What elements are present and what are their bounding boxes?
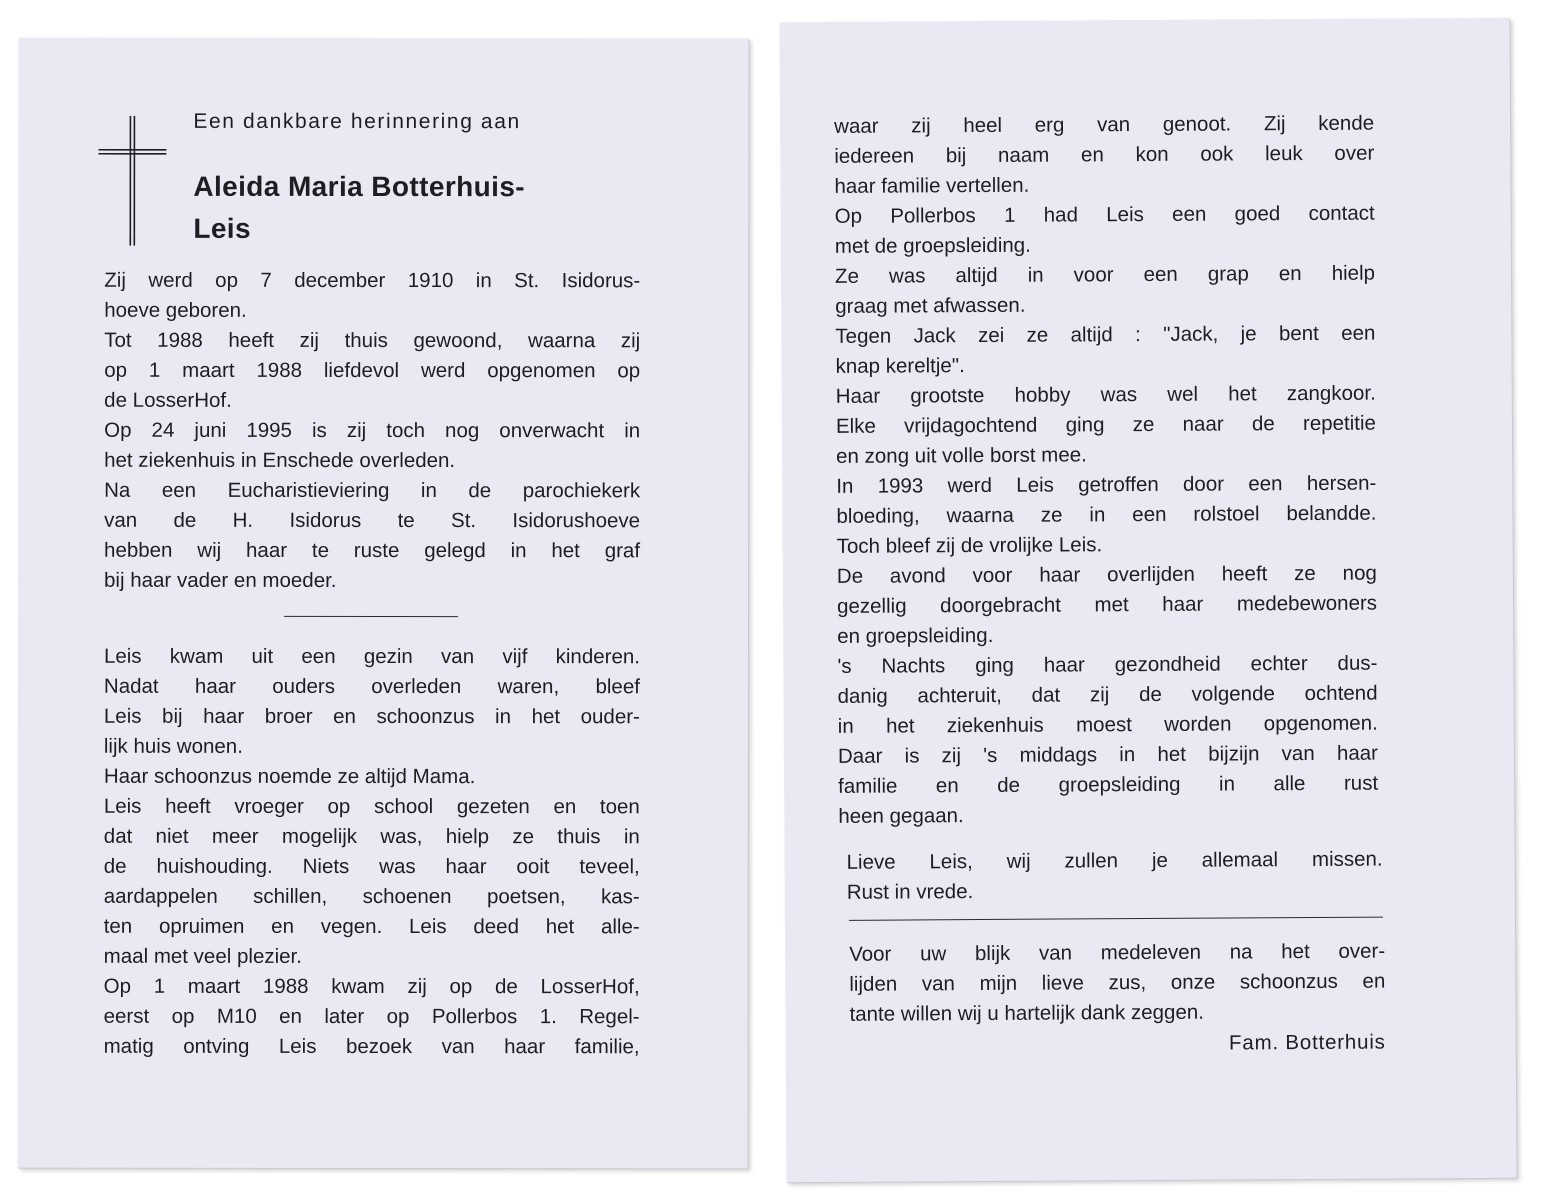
- text-line: knap kereltje".: [835, 354, 965, 378]
- text-line: lijk huis wonen.: [103, 734, 243, 758]
- text-line: familie en de groepsleiding in alle rust: [838, 771, 1379, 798]
- text-line: Toch bleef zij de vrolijke Leis.: [836, 533, 1103, 558]
- text-line: op 1 maart 1988 liefdevol werd opgenomen op: [104, 358, 641, 383]
- text-line: waar zij heel erg van genoot. Zij kende: [834, 111, 1375, 138]
- text-line: eerst op M10 en later op Pollerbos 1. Regel-: [103, 1004, 640, 1029]
- text-line: Na een Eucharistieviering in de parochiekerk: [104, 478, 641, 503]
- text-line: in het ziekenhuis moest worden opgenomen.: [837, 711, 1378, 738]
- text-line: de huishouding. Niets was haar ooit teveel,: [103, 854, 640, 879]
- biography-paragraph-2: [104, 642, 640, 1062]
- text-line: Lieve Leis, wij zullen je allemaal missen.: [846, 847, 1383, 874]
- text-line: Ze was altijd in voor een grap en hielp: [834, 261, 1376, 288]
- deceased-name-line-1: Aleida Maria Botterhuis-: [193, 170, 526, 203]
- text-line: haar familie vertellen.: [834, 173, 1030, 198]
- text-line: en zong uit volle borst mee.: [836, 443, 1087, 468]
- text-line: maal met veel plezier.: [103, 944, 302, 968]
- text-line: Op Pollerbos 1 had Leis een goed contact: [834, 201, 1375, 228]
- section-divider: [284, 616, 458, 617]
- text-line: danig achteruit, dat zij de volgende ochtend: [837, 681, 1378, 708]
- latin-cross-icon: [98, 116, 168, 246]
- biography-paragraph-3: [834, 109, 1378, 832]
- text-line: bloeding, waarna ze in een rolstoel belandde.: [836, 501, 1377, 528]
- text-line: Op 24 juni 1995 is zij toch nog onverwacht in: [104, 418, 641, 443]
- text-line: Haar grootste hobby was wel het zangkoor.: [835, 381, 1376, 408]
- family-signature: Fam. Botterhuis: [1228, 1030, 1386, 1055]
- text-line: van de H. Isidorus te St. Isidorushoeve: [104, 508, 641, 533]
- text-line: heen gegaan.: [838, 804, 964, 828]
- thanks-paragraph: [849, 937, 1386, 1030]
- text-line: Daar is zij 's middags in het bijzijn van haar: [837, 741, 1379, 768]
- text-line: In 1993 werd Leis getroffen door een hersen-: [836, 471, 1377, 498]
- text-line: ten opruimen en vegen. Leis deed het alle-: [103, 914, 640, 939]
- memorial-card-right-page: [779, 18, 1516, 1182]
- text-line: Haar schoonzus noemde ze altijd Mama.: [103, 764, 476, 789]
- text-line: Elke vrijdagochtend ging ze naar de repetitie: [835, 411, 1376, 438]
- text-line: Op 1 maart 1988 kwam zij op de LosserHof,: [103, 974, 640, 999]
- text-line: hoeve geboren.: [104, 298, 247, 322]
- text-line: aardappelen schillen, schoenen poetsen, kas-: [103, 884, 640, 909]
- biography-paragraph-1: [104, 266, 640, 596]
- text-line: Leis bij haar broer en schoonzus in het ouder-: [103, 704, 640, 729]
- text-line: Leis kwam uit een gezin van vijf kinderen.: [103, 644, 640, 669]
- text-line: lijden van mijn lieve zus, onze schoonzus en: [849, 969, 1386, 996]
- text-line: het ziekenhuis in Enschede overleden.: [104, 448, 456, 473]
- text-line: Rust in vrede.: [846, 880, 974, 904]
- text-line: bij haar vader en moeder.: [104, 568, 337, 592]
- text-line: Nadat haar ouders overleden waren, bleef: [103, 674, 640, 699]
- text-line: tante willen wij u hartelijk dank zeggen.: [849, 1000, 1204, 1026]
- text-line: matig ontving Leis bezoek van haar familie,: [103, 1034, 640, 1059]
- text-line: de LosserHof.: [104, 388, 232, 412]
- farewell-paragraph: [847, 845, 1383, 908]
- memorial-card-left-page: [18, 38, 749, 1169]
- text-line: hebben wij haar te ruste gelegd in het graf: [104, 538, 641, 563]
- text-line: Voor uw blijk van medeleven na het over-: [849, 939, 1386, 966]
- section-divider: [849, 917, 1383, 921]
- text-line: Tot 1988 heeft zij thuis gewoond, waarna zij: [104, 328, 641, 353]
- text-line: Zij werd op 7 december 1910 in St. Isidorus-: [104, 268, 641, 293]
- text-line: gezellig doorgebracht met haar medebewoners: [836, 591, 1378, 618]
- text-line: De avond voor haar overlijden heeft ze nog: [836, 561, 1377, 588]
- text-line: 's Nachts ging haar gezondheid echter dus-: [837, 651, 1378, 678]
- deceased-name: [193, 166, 525, 250]
- remembrance-intro: Een dankbare herinnering aan: [193, 109, 521, 134]
- text-line: en groepsleiding.: [837, 623, 994, 648]
- deceased-name-line-2: Leis: [193, 212, 251, 244]
- text-line: iedereen bij naam en kon ook leuk over: [834, 141, 1375, 168]
- text-line: dat niet meer mogelijk was, hielp ze thuis in: [103, 824, 640, 849]
- text-line: Leis heeft vroeger op school gezeten en toen: [103, 794, 640, 819]
- text-line: Tegen Jack zei ze altijd : "Jack, je bent een: [835, 321, 1376, 348]
- text-line: met de groepsleiding.: [834, 233, 1031, 258]
- text-line: graag met afwassen.: [835, 293, 1026, 318]
